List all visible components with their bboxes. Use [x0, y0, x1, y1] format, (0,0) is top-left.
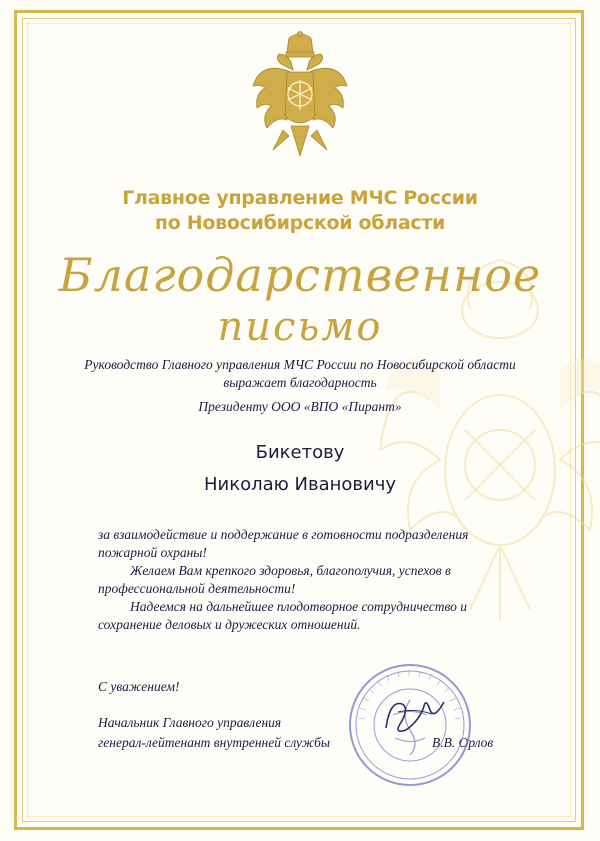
- intro-text: Руководство Главного управления МЧС России по Новосибирской области выражает благодарность: [84, 357, 516, 390]
- emchs-emblem-icon: [251, 30, 349, 158]
- document-title-line-1: Благодарственное: [58, 248, 542, 302]
- signer-title-line-2: генерал-лейтенант внутренней службы: [98, 735, 331, 750]
- body-paragraph-3: Надеемся на дальнейшее плодотворное сотрудничество и сохранение деловых и дружеских отношений.: [98, 599, 468, 632]
- signer-name: В.В. Орлов: [432, 735, 494, 750]
- organization-name-line-1: Главное управление МЧС России: [122, 187, 478, 209]
- recipient-position: Президенту ООО «ВПО «Пирант»: [198, 399, 402, 414]
- organization-name-line-2: по Новосибирской области: [154, 212, 446, 234]
- letter-body: [98, 526, 528, 634]
- recipient-surname: Бикетову: [255, 442, 345, 463]
- body-paragraph-1: за взаимодействие и поддержание в готовности подразделения пожарной охраны!: [98, 527, 469, 560]
- recipient-given-names: Николаю Ивановичу: [203, 474, 396, 495]
- signer-title-line-1: Начальник Главного управления: [98, 715, 282, 730]
- regards-text: С уважением!: [98, 679, 180, 694]
- handwritten-signature-icon: [380, 690, 450, 740]
- document-title-line-2: письмо: [217, 304, 383, 350]
- body-paragraph-2: Желаем Вам крепкого здоровья, благополучия, успехов в профессиональной деятельности!: [98, 563, 451, 596]
